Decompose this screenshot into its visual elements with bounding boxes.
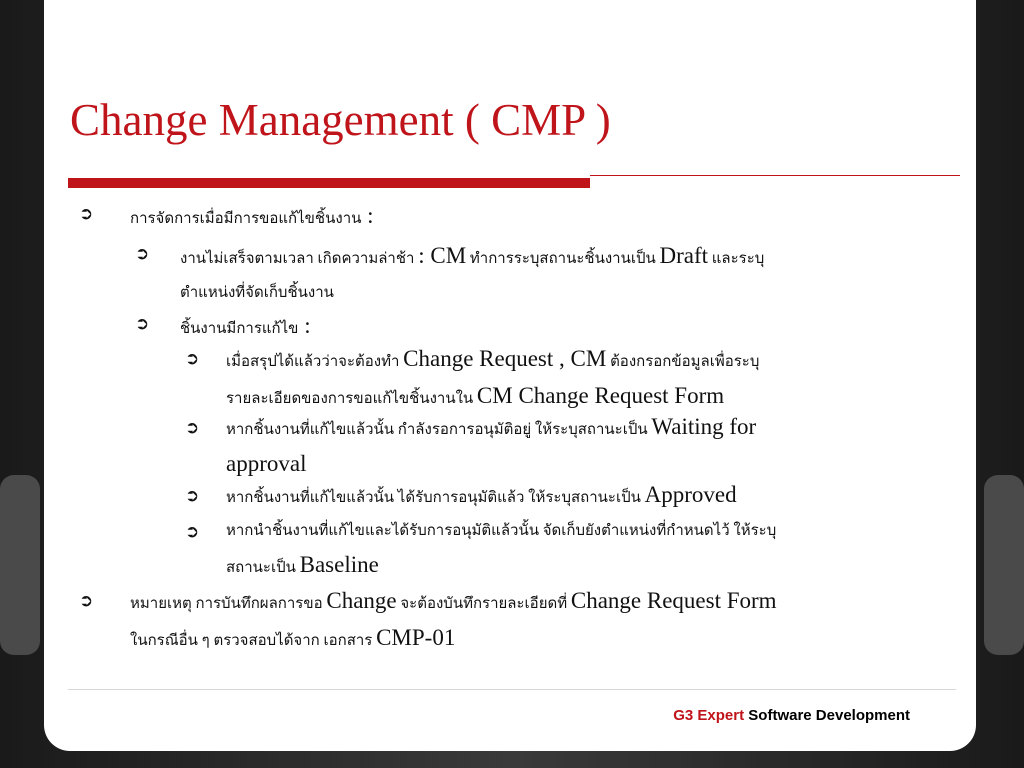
list-item-note: หมายเหตุ การบันทึกผลการขอ Change จะต้องบันทึกรายละเอียดที่ Change Request Form ในกรณีอื่น ๆ ตรวจสอบได้จาก เอกสาร CMP-01 [130,588,777,650]
left-frame-tab [0,475,40,655]
list-item: งานไม่เสร็จตามเวลา เกิดความล่าช้า : CM ทำการระบุสถานะชิ้นงานเป็น Draft และระบุ ตำแหน่งที่จัดเก็บชิ้นงาน [180,243,765,301]
footer-brand: G3 Expert [673,707,745,724]
title-underline-thick [68,178,590,188]
bullet-arrow-icon: ➲ [185,349,200,369]
list-item: เมื่อสรุปได้แล้วว่าจะต้องทำ Change Request , CM ต้องกรอกข้อมูลเพื่อระบุ รายละเอียดของการขอแก้ไขชิ้นงานใน CM Change Request Form [226,346,760,408]
slide-title: Change Management ( CMP ) [70,95,611,145]
list-item: หากนำชิ้นงานที่แก้ไขและได้รับการอนุมัติแล้วนั้น จัดเก็บยังตำแหน่งที่กำหนดไว้ ให้ระบุ สถานะเป็น Baseline [226,523,777,577]
footer-text: Software Development [744,707,910,724]
bullet-arrow-icon: ➲ [135,244,150,264]
list-item: การจัดการเมื่อมีการขอแก้ไขชิ้นงาน : [130,203,374,228]
bullet-arrow-icon: ➲ [185,486,200,506]
list-item: ชิ้นงานมีการแก้ไข : [180,313,311,338]
bullet-arrow-icon: ➲ [79,204,94,224]
list-item: หากชิ้นงานที่แก้ไขแล้วนั้น กำลังรอการอนุมัติอยู่ ให้ระบุสถานะเป็น Waiting for approval [226,414,757,476]
title-underline-thin [590,175,960,176]
right-frame-tab [984,475,1024,655]
list-item: หากชิ้นงานที่แก้ไขแล้วนั้น ได้รับการอนุมัติแล้ว ให้ระบุสถานะเป็น Approved [226,482,737,507]
bullet-arrow-icon: ➲ [79,591,94,611]
bullet-arrow-icon: ➲ [185,522,200,542]
footer-divider [68,689,956,690]
slide [44,0,976,751]
bullet-arrow-icon: ➲ [135,314,150,334]
footer [673,707,910,724]
bullet-arrow-icon: ➲ [185,418,200,438]
